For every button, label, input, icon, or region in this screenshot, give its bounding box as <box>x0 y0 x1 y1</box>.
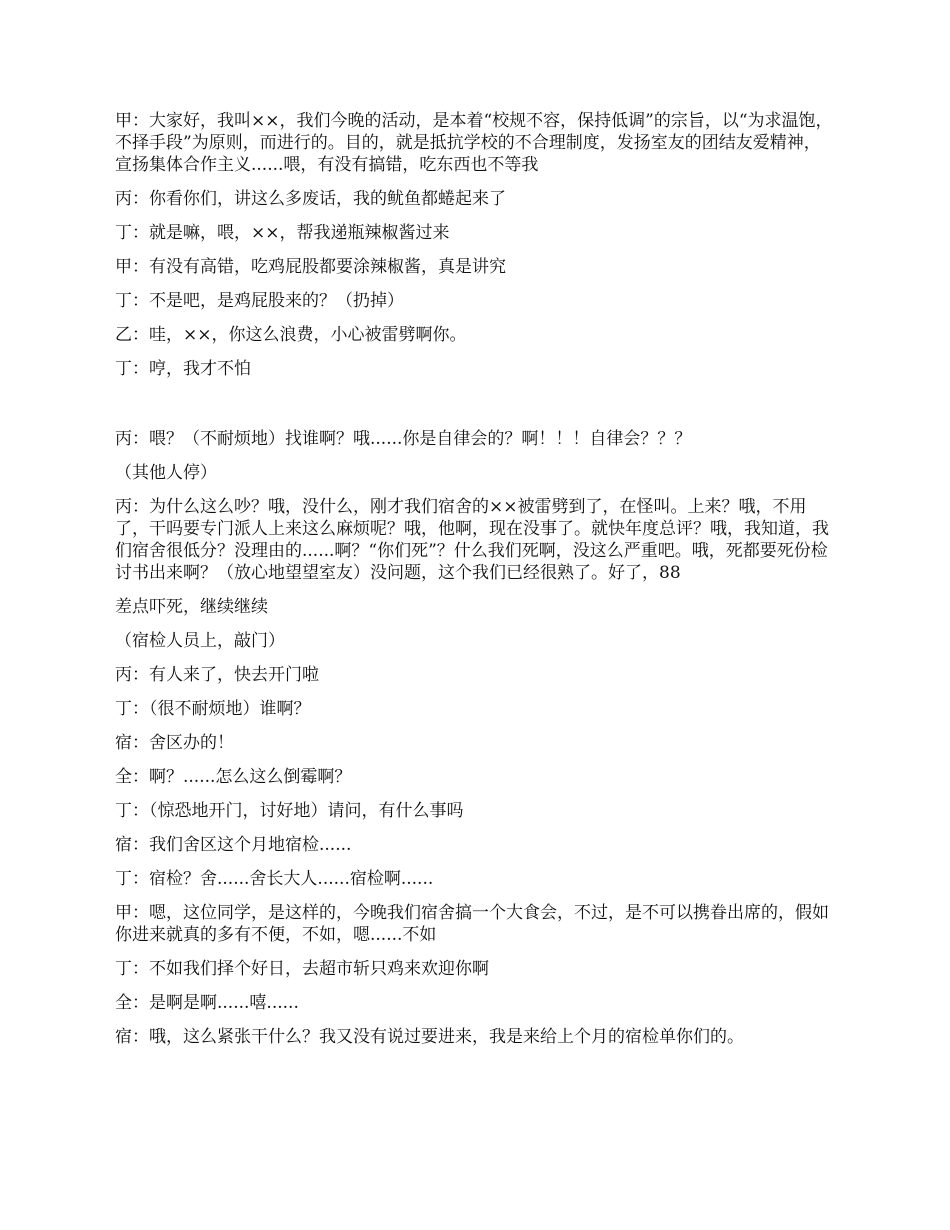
paragraph-16: 全：啊？......怎么这么倒霉啊？ <box>115 767 352 787</box>
paragraph-8: 丙：喂？（不耐烦地）找谁啊？哦......你是自律会的？啊！！！自律会？？？ <box>115 429 692 449</box>
paragraph-23: 宿：哦，这么紧张干什么？我又没有说过要进来，我是来给上个月的宿检单你们的。 <box>115 1027 744 1047</box>
paragraph-22: 全：是啊是啊......嘻...... <box>115 993 299 1013</box>
paragraph-6: 乙：哇，××，你这么浪费，小心被雷劈啊你。 <box>115 325 467 345</box>
paragraph-14: 丁：（很不耐烦地）谁啊？ <box>115 699 311 719</box>
paragraph-21: 丁：不如我们择个好日，去超市斩只鸡来欢迎你啊 <box>115 959 489 979</box>
paragraph-2: 丙：你看你们，讲这么多废话，我的鱿鱼都蜷起来了 <box>115 189 506 209</box>
paragraph-15: 宿：舍区办的！ <box>115 733 234 753</box>
paragraph-12: （宿检人员上，敲门） <box>115 631 285 651</box>
section-gap <box>115 392 835 428</box>
script-text <box>115 110 835 1060</box>
paragraph-1: 甲：大家好，我叫××，我们今晚的活动，是本着“校规不容，保持低调”的宗旨，以“为求温饱，不择手段”为原则，而进行的。目的，就是抵抗学校的不合理制度，发扬室友的团结友爱精神，宣扬集体合作主义......喂，有没有搞错，吃东西也不等我 <box>115 111 833 175</box>
paragraph-7: 丁：哼，我才不怕 <box>115 359 251 379</box>
paragraph-10: 丙：为什么这么吵？哦，没什么，刚才我们宿舍的××被雷劈到了，在怪叫。上来？哦，不用了，干吗要专门派人上来这么麻烦呢？哦，他啊，现在没事了。就快年度总评？哦，我知道，我们宿舍很低分？没理由的......啊？“你们死”？什么我们死啊，没这么严重吧。哦，死都要死份检讨书出来啊？（放心地望望室友）没问题，这个我们已经很熟了。好了，88 <box>115 497 829 583</box>
paragraph-3: 丁：就是嘛，喂，××，帮我递瓶辣椒酱过来 <box>115 223 450 243</box>
paragraph-5: 丁：不是吧，是鸡屁股来的？（扔掉） <box>115 291 404 311</box>
paragraph-13: 丙：有人来了，快去开门啦 <box>115 665 319 685</box>
paragraph-19: 丁：宿检？舍......舍长大人......宿检啊...... <box>115 869 434 889</box>
paragraph-20: 甲：嗯，这位同学，是这样的，今晚我们宿舍搞一个大食会，不过，是不可以携眷出席的，假如你进来就真的多有不便，不如，嗯......不如 <box>115 903 829 945</box>
paragraph-11: 差点吓死，继续继续 <box>115 597 268 617</box>
paragraph-9: （其他人停） <box>115 463 217 483</box>
paragraph-4: 甲：有没有高错，吃鸡屁股都要涂辣椒酱，真是讲究 <box>115 257 506 277</box>
paragraph-17: 丁：（惊恐地开门，讨好地）请问，有什么事吗 <box>115 801 464 821</box>
paragraph-18: 宿：我们舍区这个月地宿检...... <box>115 835 352 855</box>
